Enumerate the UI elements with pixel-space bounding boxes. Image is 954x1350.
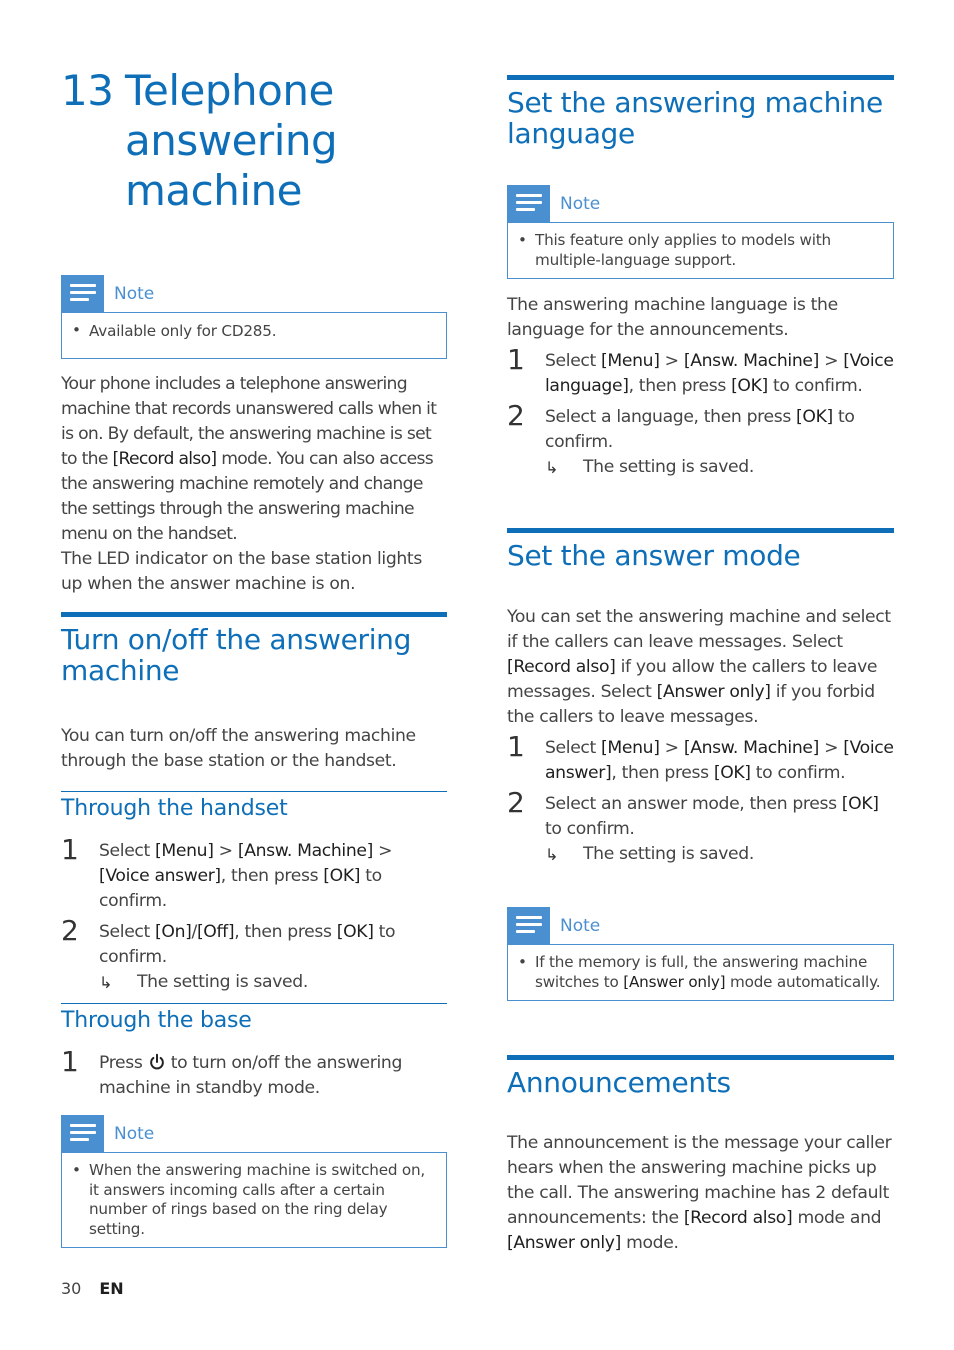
result-arrow-icon: ↳ — [99, 973, 113, 992]
page-number: 30 — [61, 1279, 82, 1298]
handset-step-2 — [61, 914, 447, 970]
step-text: , then press — [628, 376, 732, 396]
note-text: mode automatically. — [725, 972, 881, 991]
bullet-icon: • — [518, 231, 527, 249]
answ-machine-key: [Answ. Machine] — [683, 351, 819, 371]
ok-key: [OK] — [323, 866, 361, 886]
body-text: if you forbid the callers to leave messages. — [507, 682, 875, 727]
subsection-handset — [61, 791, 447, 995]
language-step-2 — [507, 399, 894, 455]
led-paragraph: The LED indicator on the base station lights up when the answer machine is on. — [61, 549, 422, 594]
step-text: Select — [99, 922, 156, 942]
step-number: 2 — [507, 399, 525, 432]
separator: > — [659, 738, 684, 758]
subheading-through-base: Through the base — [61, 1003, 447, 1035]
handset-step-1 — [61, 833, 447, 914]
note-icon — [61, 275, 104, 312]
step-number: 1 — [61, 833, 79, 866]
intro-text-2: mode. You can also access the answering machine remotely and change the settings through the answering machine menu on the handset. — [61, 449, 433, 544]
note-label: Note — [114, 284, 155, 304]
body-text: The announcement is the message your caller hears when the answering machine picks up the call. The answering machine has 2 default announcements: the — [507, 1133, 892, 1228]
section-heading-answer-mode: Set the answer mode — [507, 528, 894, 571]
on-key: [On] — [155, 922, 192, 942]
section-answer-mode — [507, 528, 894, 867]
answer-mode-step-2 — [507, 786, 894, 842]
note-header — [61, 275, 447, 312]
note-box — [61, 1152, 447, 1248]
answer-only-key: [Answer only] — [623, 972, 726, 991]
note-box — [507, 944, 894, 1001]
step-number: 2 — [61, 914, 79, 947]
note-label: Note — [560, 194, 601, 214]
page-footer — [61, 1279, 124, 1298]
step-number: 1 — [61, 1045, 79, 1078]
note-icon — [507, 907, 550, 944]
body-text: if you allow the callers to leave messages. Select — [507, 657, 878, 702]
step-text: to confirm. — [545, 407, 855, 452]
result-text: The setting is saved. — [583, 844, 754, 864]
answer-only-key: [Answer only] — [656, 682, 771, 702]
answ-machine-key: [Answ. Machine] — [237, 841, 373, 861]
result-text: The setting is saved. — [583, 457, 754, 477]
body-text: mode. — [620, 1233, 679, 1253]
step-text: Select — [545, 351, 602, 371]
note-box — [507, 222, 894, 279]
language-body: The answering machine language is the language for the announcements. — [507, 295, 838, 340]
record-also-key: [Record also] — [683, 1208, 793, 1228]
note-block-availability — [61, 275, 447, 359]
step-text: , then press — [611, 763, 714, 783]
ok-key: [OK] — [713, 763, 751, 783]
step-text: , then press — [220, 866, 324, 886]
voice-language-key: [Voice language] — [545, 351, 894, 396]
result-text: The setting is saved. — [137, 972, 308, 992]
note-block-ring-delay — [61, 1115, 447, 1248]
language-step-1 — [507, 343, 894, 399]
answer-mode-step-1 — [507, 730, 894, 786]
step-number: 1 — [507, 343, 525, 376]
step-text: Select an answer mode, then press — [545, 794, 842, 814]
step-text: Select a language, then press — [545, 407, 797, 427]
chapter-title: Telephone answering machine — [125, 66, 338, 215]
answer-mode-result — [545, 842, 894, 867]
off-key: [Off] — [196, 922, 235, 942]
separator: > — [372, 841, 393, 861]
note-header — [507, 185, 894, 222]
answer-mode-body — [507, 605, 894, 730]
step-text: to confirm. — [750, 763, 846, 783]
intro-paragraph — [61, 372, 447, 547]
result-arrow-icon: ↳ — [545, 845, 559, 864]
ok-key: [OK] — [731, 376, 768, 396]
step-text: to turn on/off the answering machine in standby mode. — [99, 1053, 403, 1098]
language-content — [507, 293, 894, 480]
power-icon — [148, 1053, 166, 1071]
section-turn-on-off — [61, 612, 447, 774]
note-block-language — [507, 185, 894, 279]
step-text: to confirm. — [545, 819, 635, 839]
note-block-memory-full — [507, 907, 894, 1001]
note-label: Note — [560, 916, 601, 936]
body-text: You can set the answering machine and select if the callers can leave messages. Select — [507, 607, 891, 652]
ok-key: [OK] — [841, 794, 879, 814]
separator: > — [213, 841, 238, 861]
note-text: Available only for CD285. — [89, 322, 277, 340]
answ-machine-key: [Answ. Machine] — [683, 738, 819, 758]
answer-only-key: [Answer only] — [507, 1233, 621, 1253]
note-header — [61, 1115, 447, 1152]
handset-result — [99, 970, 447, 995]
separator: > — [659, 351, 684, 371]
menu-key: [Menu] — [601, 351, 660, 371]
step-text: Select — [99, 841, 156, 861]
note-icon — [61, 1115, 104, 1152]
note-text: When the answering machine is switched on, it answers incoming calls after a certain number of rings based on the ring delay setting. — [89, 1161, 426, 1238]
bullet-icon: • — [72, 321, 81, 339]
note-icon — [507, 185, 550, 222]
note-label: Note — [114, 1124, 155, 1144]
section-announcements — [507, 1055, 894, 1256]
step-number: 2 — [507, 786, 525, 819]
turn-on-off-body: You can turn on/off the answering machine through the base station or the handset. — [61, 726, 416, 771]
step-text: to confirm. — [767, 376, 863, 396]
announcements-body — [507, 1131, 894, 1256]
separator: / — [191, 922, 197, 942]
note-text: If the memory is full, the answering machine switches to — [535, 953, 868, 991]
step-text: Select — [545, 738, 602, 758]
section-language — [507, 75, 894, 149]
subheading-through-handset: Through the handset — [61, 791, 447, 823]
ok-key: [OK] — [336, 922, 374, 942]
step-text: to confirm. — [99, 922, 396, 967]
subsection-base — [61, 1003, 447, 1101]
step-text: to confirm. — [99, 866, 382, 911]
section-heading-announcements: Announcements — [507, 1055, 894, 1098]
note-header — [507, 907, 894, 944]
voice-answer-key: [Voice answer] — [545, 738, 894, 783]
record-also-key: [Record also] — [507, 657, 616, 677]
bullet-icon: • — [72, 1161, 81, 1179]
voice-answer-key: [Voice answer] — [99, 866, 221, 886]
step-number: 1 — [507, 730, 525, 763]
body-text: mode and — [792, 1208, 882, 1228]
intro-text-1: Your phone includes a telephone answering machine that records unanswered calls when it is on. By default, the answering machine is set to the — [61, 374, 437, 469]
menu-key: [Menu] — [601, 738, 660, 758]
bullet-icon: • — [518, 953, 527, 971]
step-text: , then press — [234, 922, 337, 942]
separator: > — [818, 351, 844, 371]
menu-key: [Menu] — [155, 841, 214, 861]
chapter-number: 13 — [61, 66, 114, 115]
section-heading-language: Set the answering machine language — [507, 75, 894, 149]
language-result — [545, 455, 894, 480]
intro-text — [61, 372, 447, 597]
note-text: This feature only applies to models with multiple-language support. — [535, 231, 831, 269]
separator: > — [818, 738, 844, 758]
ok-key: [OK] — [796, 407, 833, 427]
step-text: Press — [99, 1053, 148, 1073]
section-heading-turn-on-off: Turn on/off the answering machine — [61, 612, 447, 686]
result-arrow-icon: ↳ — [545, 458, 559, 477]
base-step-1 — [61, 1045, 447, 1101]
language-code: EN — [99, 1279, 124, 1298]
note-box — [61, 312, 447, 359]
intro-mode-record-also: [Record also] — [112, 449, 217, 469]
